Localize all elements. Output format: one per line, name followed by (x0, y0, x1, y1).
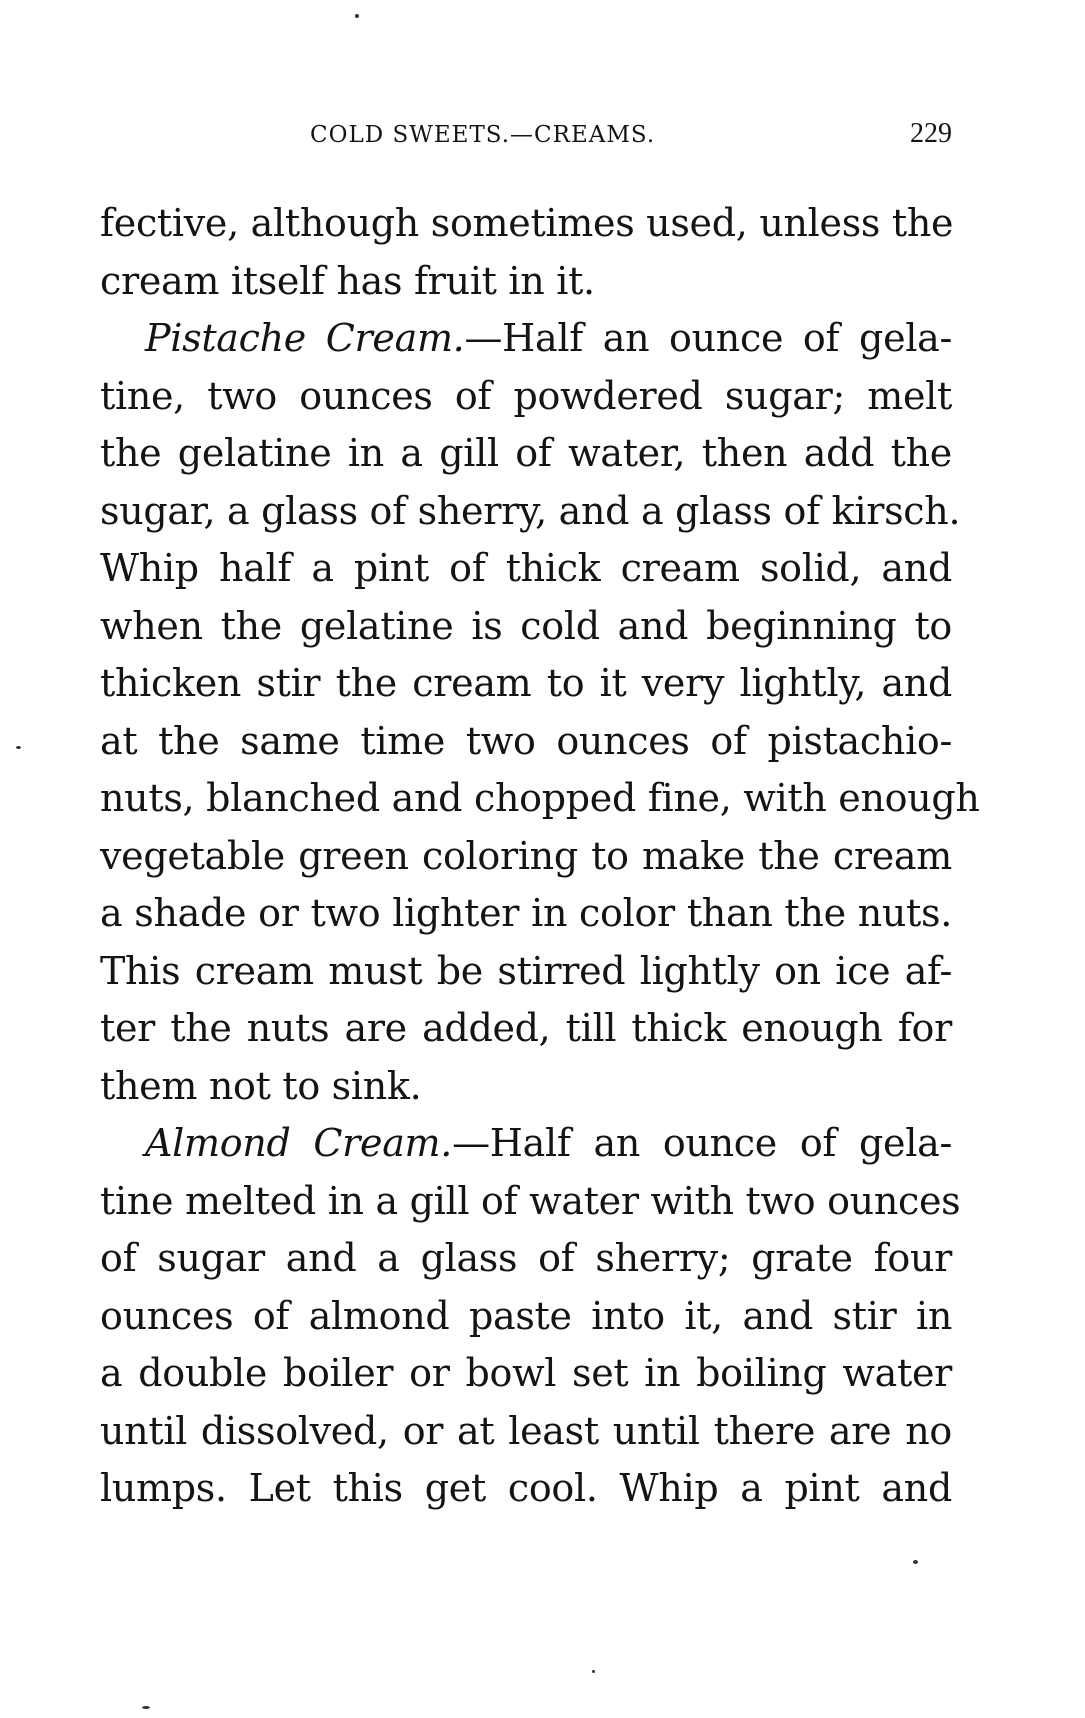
body-text (100, 195, 980, 1518)
scan-speck (913, 1560, 918, 1564)
text-line: at the same time two ounces of pistachio- (100, 718, 952, 763)
scan-speck (142, 1706, 150, 1709)
text-line: sugar, a glass of sherry, and a glass of kirsch. (100, 488, 961, 533)
paragraph-pistache-cream (100, 310, 980, 1115)
text-line: thicken stir the cream to it very lightly, and (100, 661, 952, 705)
text-line: This cream must be stirred lightly on ice af- (100, 948, 952, 993)
text-line: ter the nuts are added, till thick enough for (100, 1006, 952, 1050)
scan-speck (355, 14, 359, 18)
text-line: until dissolved, or at least until there are no (100, 1408, 952, 1453)
text-line-remainder: —Half an ounce of gela- (452, 1121, 952, 1165)
text-line: cream itself has fruit in it. (100, 258, 595, 303)
text-line: a double boiler or bowl set in boiling water (100, 1351, 952, 1395)
text-line: of sugar and a glass of sherry; grate four (100, 1236, 952, 1280)
text-line: when the gelatine is cold and beginning to (100, 603, 952, 648)
recipe-heading-almond-cream: Almond Cream. (145, 1121, 453, 1165)
text-line: fective, although sometimes used, unless the (100, 201, 954, 245)
text-line: tine melted in a gill of water with two ounces (100, 1178, 961, 1223)
text-line: nuts, blanched and chopped fine, with enough (100, 776, 980, 820)
paragraph-almond-cream (100, 1115, 961, 1518)
scan-speck (16, 746, 21, 749)
recipe-heading-pistache-cream: Pistache Cream. (145, 316, 465, 360)
text-line: the gelatine in a gill of water, then add the (100, 431, 952, 475)
text-line-remainder: —Half an ounce of gela- (464, 316, 953, 360)
text-line: a shade or two lighter in color than the nuts. (100, 891, 952, 935)
text-line: ounces of almond paste into it, and stir in (100, 1293, 952, 1338)
page-number: 229 (910, 118, 952, 149)
text-line: vegetable green coloring to make the cream (100, 833, 952, 878)
text-line: Whip half a pint of thick cream solid, and (100, 546, 952, 590)
text-line (100, 310, 952, 368)
text-line (100, 1115, 952, 1173)
paragraph-continuation (100, 195, 952, 310)
text-line: them not to sink. (100, 1063, 422, 1108)
scan-speck (592, 1670, 595, 1673)
running-head (100, 118, 952, 162)
text-line: tine, two ounces of powdered sugar; melt (100, 373, 952, 418)
running-head-title: COLD SWEETS.—CREAMS. (310, 122, 656, 148)
text-line: lumps. Let this get cool. Whip a pint and (100, 1466, 952, 1510)
